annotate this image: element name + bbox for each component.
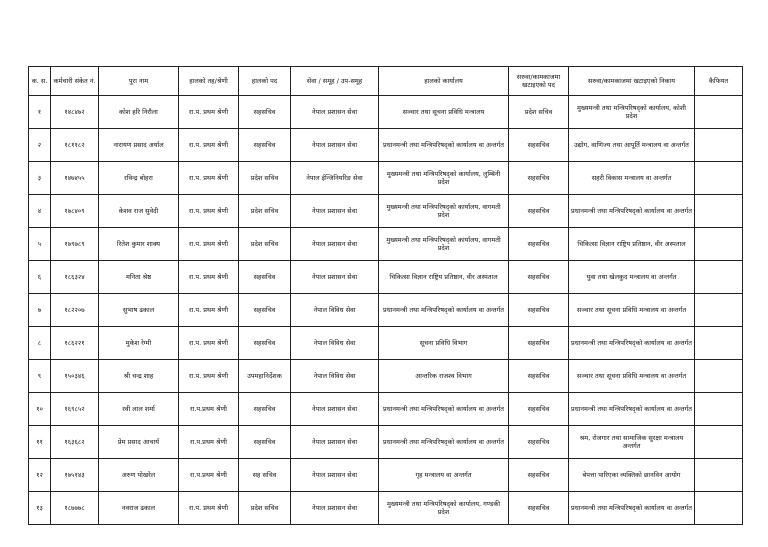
cell-transfer-post: सहसचिव [509, 393, 569, 426]
cell-current-level: रा.प.प्रथम श्रेणी [179, 459, 239, 492]
cell-service-group: नेपाल ईन्जिनियरिङ सेवा [291, 162, 379, 195]
cell-employee-code: १८६३२४ [51, 261, 99, 294]
cell-transfer-office: चिकित्सा विज्ञान राष्ट्रिय प्रतिष्ठान, वीर अस्पताल [569, 228, 695, 261]
cell-remarks [695, 360, 743, 393]
cell-remarks [695, 426, 743, 459]
table-row [29, 492, 743, 525]
cell-transfer-post: सहसचिव [509, 426, 569, 459]
cell-service-group: नेपाल प्रशासन सेवा [291, 228, 379, 261]
header-service-group: सेवा / समूह / उप-समूह [291, 67, 379, 96]
table-row [29, 162, 743, 195]
cell-current-post: प्रदेश सचिव [239, 492, 291, 525]
cell-service-group: नेपाल प्रशासन सेवा [291, 426, 379, 459]
cell-full-name: कोश हरि निरौला [99, 96, 179, 129]
cell-employee-code: १८६२२१ [51, 327, 99, 360]
header-serial: क. स. [29, 67, 51, 96]
cell-transfer-office: उद्योग, वाणिज्य तथा आपूर्ति मन्त्रालय वा अन्तर्गत [569, 129, 695, 162]
cell-current-office: सूचना प्रविधि विभाग [379, 327, 509, 360]
cell-full-name: केशव राज सुवेदी [99, 195, 179, 228]
cell-employee-code: १७५१४३ [51, 459, 99, 492]
transfer-list-sheet [28, 66, 743, 525]
cell-serial: १३ [29, 492, 51, 525]
table-row [29, 459, 743, 492]
cell-current-office: प्रधानमन्त्री तथा मन्त्रिपरिषद्को कार्यालय वा अन्तर्गत [379, 393, 509, 426]
cell-current-level: रा.प.प्रथम श्रेणी [179, 426, 239, 459]
cell-service-group: नेपाल प्रशासन सेवा [291, 459, 379, 492]
cell-service-group: नेपाल प्रशासन सेवा [291, 492, 379, 525]
table-row [29, 195, 743, 228]
transfer-table [28, 66, 743, 525]
cell-transfer-post: सहसचिव [509, 327, 569, 360]
header-remarks: कैफियत [695, 67, 743, 96]
cell-current-office: मुख्यमन्त्री तथा मन्त्रिपरिषद्को कार्यालय, गण्डकी प्रदेश [379, 492, 509, 525]
cell-employee-code: १६३६८२ [51, 426, 99, 459]
cell-current-office: प्रधानमन्त्री तथा मन्त्रिपरिषद्को कार्यालय वा अन्तर्गत [379, 294, 509, 327]
cell-remarks [695, 228, 743, 261]
cell-current-post: प्रदेश सचिव [239, 228, 291, 261]
table-row [29, 294, 743, 327]
cell-current-office: चिकित्सा विज्ञान राष्ट्रिय प्रतिष्ठान, वीर अस्पताल [379, 261, 509, 294]
cell-service-group: नेपाल प्रशासन सेवा [291, 393, 379, 426]
cell-full-name: मनिता श्रेष्ठ [99, 261, 179, 294]
cell-service-group: नेपाल विविध सेवा [291, 327, 379, 360]
table-row [29, 360, 743, 393]
cell-full-name: नवराज ढकाल [99, 492, 179, 525]
cell-remarks [695, 195, 743, 228]
cell-full-name: प्रेम प्रसाद आचार्य [99, 426, 179, 459]
cell-transfer-post: सहसचिव [509, 360, 569, 393]
cell-employee-code: १८११८२ [51, 129, 99, 162]
cell-current-post: सहसचिव [239, 327, 291, 360]
cell-transfer-post: सहसचिव [509, 459, 569, 492]
cell-transfer-office: प्रधानमन्त्री तथा मन्त्रिपरिषद्को कार्यालय वा अन्तर्गत [569, 195, 695, 228]
cell-service-group: नेपाल प्रशासन सेवा [291, 195, 379, 228]
cell-remarks [695, 492, 743, 525]
cell-transfer-post: सहसचिव [509, 195, 569, 228]
cell-serial: ४ [29, 195, 51, 228]
cell-full-name: रवी लाल शर्मा [99, 393, 179, 426]
header-row [29, 67, 743, 96]
cell-full-name: रविन्द्र बोहरा [99, 162, 179, 195]
cell-full-name: सुभाष ढकाल [99, 294, 179, 327]
cell-remarks [695, 261, 743, 294]
cell-serial: ७ [29, 294, 51, 327]
table-row [29, 327, 743, 360]
cell-remarks [695, 96, 743, 129]
cell-transfer-office: सहरी विकास मन्त्रालय वा अन्तर्गत [569, 162, 695, 195]
cell-employee-code: १८२२०७ [51, 294, 99, 327]
cell-transfer-post: सहसचिव [509, 228, 569, 261]
cell-serial: ९ [29, 360, 51, 393]
cell-employee-code: १७९७८९ [51, 228, 99, 261]
cell-current-level: रा.प. प्रथम श्रेणी [179, 162, 239, 195]
table-row [29, 96, 743, 129]
cell-current-level: रा.प. प्रथम श्रेणी [179, 360, 239, 393]
cell-transfer-office: सञ्चार तथा सूचना प्रविधि मन्त्रालय वा अन्तर्गत [569, 360, 695, 393]
cell-remarks [695, 327, 743, 360]
cell-current-office: मुख्यमन्त्री तथा मन्त्रिपरिषद्को कार्यालय, लुम्बिनी प्रदेश [379, 162, 509, 195]
cell-current-office: प्रधानमन्त्री तथा मन्त्रिपरिषद्को कार्यालय वा अन्तर्गत [379, 129, 509, 162]
cell-current-office: सञ्चार तथा सूचना प्रविधि मन्त्रालय [379, 96, 509, 129]
cell-transfer-post: सहसचिव [509, 162, 569, 195]
table-body [29, 96, 743, 525]
cell-service-group: नेपाल प्रशासन सेवा [291, 129, 379, 162]
cell-current-level: रा.प. प्रथम श्रेणी [179, 96, 239, 129]
cell-transfer-post: सहसचिव [509, 129, 569, 162]
cell-full-name: रितेश कुमार शाक्य [99, 228, 179, 261]
cell-current-level: रा.प. प्रथम श्रेणी [179, 129, 239, 162]
cell-current-level: रा.प. प्रथम श्रेणी [179, 261, 239, 294]
header-current-post: हालको पद [239, 67, 291, 96]
cell-current-post: सहसचिव [239, 96, 291, 129]
cell-serial: ३ [29, 162, 51, 195]
cell-current-level: रा.प.प्रथम श्रेणी [179, 393, 239, 426]
cell-remarks [695, 459, 743, 492]
cell-serial: १० [29, 393, 51, 426]
cell-transfer-office: प्रधानमन्त्री तथा मन्त्रिपरिषद्को कार्यालय वा अन्तर्गत [569, 492, 695, 525]
cell-current-office: आन्तरिक राजश्व विभाग [379, 360, 509, 393]
table-row [29, 426, 743, 459]
cell-serial: २ [29, 129, 51, 162]
cell-serial: ५ [29, 228, 51, 261]
cell-current-level: रा.प. प्रथम श्रेणी [179, 195, 239, 228]
cell-transfer-office: प्रधानमन्त्री तथा मन्त्रिपरिषद्को कार्यालय वा अन्तर्गत [569, 327, 695, 360]
cell-serial: ११ [29, 426, 51, 459]
cell-remarks [695, 294, 743, 327]
cell-service-group: नेपाल विविध सेवा [291, 294, 379, 327]
cell-current-post: प्रदेश सचिव [239, 162, 291, 195]
cell-remarks [695, 162, 743, 195]
cell-employee-code: १८७७७८ [51, 492, 99, 525]
cell-current-office: मुख्यमन्त्री तथा मन्त्रिपरिषद्को कार्यालय, वागमती प्रदेश [379, 195, 509, 228]
cell-transfer-office: मुख्यमन्त्री तथा मन्त्रिपरिषद्को कार्यालय, कोशी प्रदेश [569, 96, 695, 129]
cell-employee-code: १५०३४६ [51, 360, 99, 393]
cell-current-office: प्रधानमन्त्री तथा मन्त्रिपरिषद्को कार्यालय वा अन्तर्गत [379, 426, 509, 459]
cell-transfer-post: सहसचिव [509, 294, 569, 327]
cell-current-level: रा.प. प्रथम श्रेणी [179, 327, 239, 360]
cell-full-name: मुकेश रेग्मी [99, 327, 179, 360]
cell-current-level: रा.प. प्रथम श्रेणी [179, 492, 239, 525]
header-current-office: हालको कार्यालय [379, 67, 509, 96]
cell-serial: १२ [29, 459, 51, 492]
table-row [29, 228, 743, 261]
cell-current-post: सहसचिव [239, 261, 291, 294]
cell-employee-code: १४७४५५ [51, 162, 99, 195]
cell-current-post: उपमहानिर्देशक [239, 360, 291, 393]
table-row [29, 261, 743, 294]
cell-transfer-office: प्रधानमन्त्री तथा मन्त्रिपरिषद्को कार्यालय वा अन्तर्गत [569, 393, 695, 426]
cell-service-group: नेपाल विविध सेवा [291, 360, 379, 393]
cell-current-office: गृह मन्त्रालय वा अन्तर्गत [379, 459, 509, 492]
header-transfer-office: सरुवा/कामकाजमा खटाइएको निकाय [569, 67, 695, 96]
table-row [29, 129, 743, 162]
cell-full-name: श्री चन्द्र शाह [99, 360, 179, 393]
cell-employee-code: १७८४०९ [51, 195, 99, 228]
cell-current-office: मुख्यमन्त्री तथा मन्त्रिपरिषद्को कार्यालय, वागमती प्रदेश [379, 228, 509, 261]
header-employee-code: कर्मचारी संकेत नं. [51, 67, 99, 96]
cell-current-level: रा.प. प्रथम श्रेणी [179, 294, 239, 327]
cell-current-post: सहसचिव [239, 294, 291, 327]
header-full-name: पुरा नाम [99, 67, 179, 96]
cell-serial: ६ [29, 261, 51, 294]
cell-transfer-office: श्रम, रोजगार तथा सामाजिक सुरक्षा मन्त्रालय अन्तर्गत [569, 426, 695, 459]
cell-current-post: सहसचिव [239, 129, 291, 162]
table-row [29, 393, 743, 426]
header-current-level: हालको तह/श्रेणी [179, 67, 239, 96]
cell-current-post: सहसचिव [239, 393, 291, 426]
cell-current-post: प्रदेश सचिव [239, 195, 291, 228]
cell-employee-code: १४८४७२ [51, 96, 99, 129]
cell-transfer-post: सहसचिव [509, 261, 569, 294]
cell-remarks [695, 129, 743, 162]
cell-serial: ८ [29, 327, 51, 360]
cell-service-group: नेपाल प्रशासन सेवा [291, 261, 379, 294]
cell-service-group: नेपाल प्रशासन सेवा [291, 96, 379, 129]
cell-full-name: नारायण प्रसाद अर्याल [99, 129, 179, 162]
cell-transfer-office: सञ्चार तथा सूचना प्रविधि मन्त्रालय वा अन्तर्गत [569, 294, 695, 327]
cell-serial: १ [29, 96, 51, 129]
cell-current-post: सह सचिव [239, 459, 291, 492]
cell-transfer-office: बेपत्ता पारिएका व्यक्तिको छानविन आयोग [569, 459, 695, 492]
cell-transfer-post: प्रदेश सचिव [509, 96, 569, 129]
cell-current-level: रा.प. प्रथम श्रेणी [179, 228, 239, 261]
cell-transfer-post: सहसचिव [509, 492, 569, 525]
cell-current-post: सहसचिव [239, 426, 291, 459]
cell-employee-code: १६९८५२ [51, 393, 99, 426]
cell-full-name: अरुण पोखरेल [99, 459, 179, 492]
cell-remarks [695, 393, 743, 426]
header-transfer-post: सरुवा/कामकाजमा खटाइएको पद [509, 67, 569, 96]
cell-transfer-office: युवा तथा खेलकुद मन्त्रालय वा अन्तर्गत [569, 261, 695, 294]
